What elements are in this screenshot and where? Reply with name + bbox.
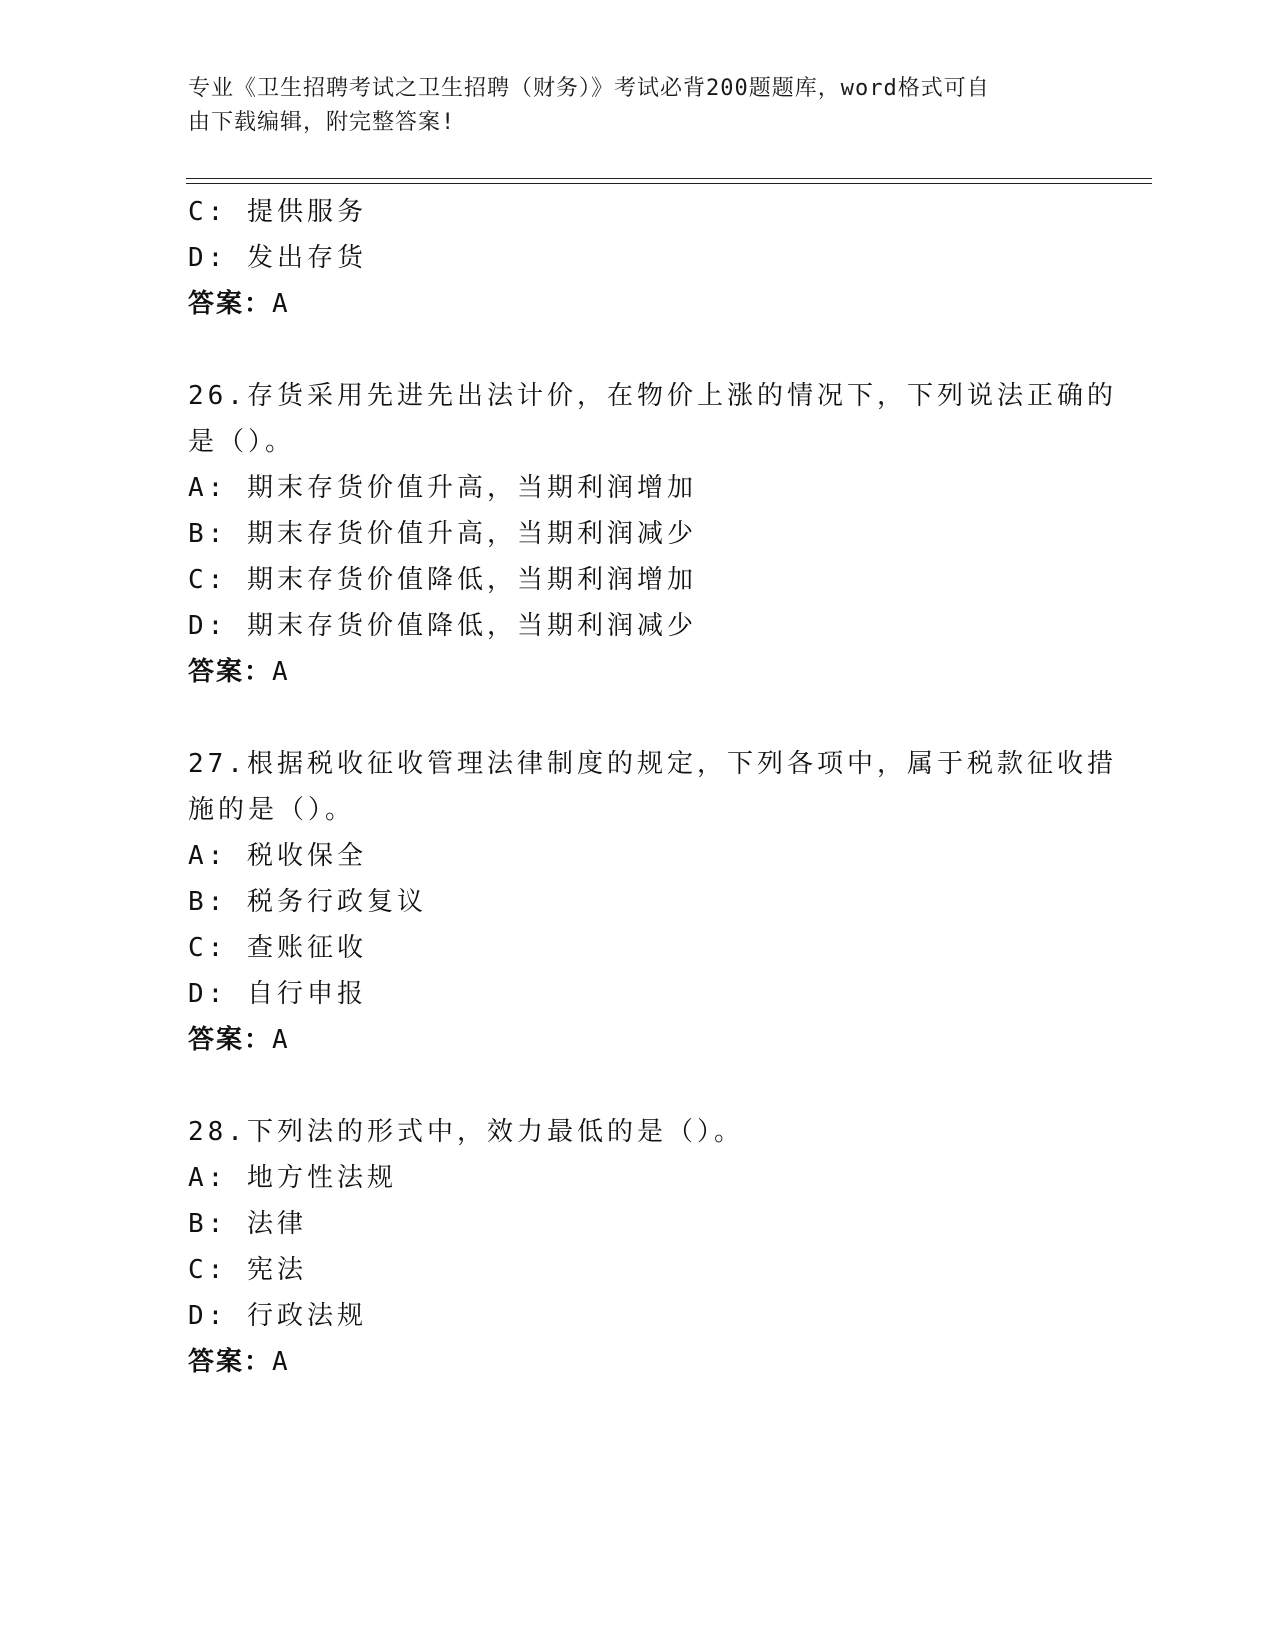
question-stem-line-2: 是（）。 — [188, 427, 296, 457]
question-stem-line-1: 26.存货采用先进先出法计价，在物价上涨的情况下，下列说法正确的 — [188, 381, 1117, 411]
option-text: 期末存货价值降低，当期利润减少 — [246, 611, 697, 641]
spacer — [188, 327, 1088, 373]
option-text: 宪法 — [246, 1255, 307, 1285]
answer-line — [188, 649, 1088, 695]
answer-line — [188, 1017, 1088, 1063]
answer-label: 答案： — [188, 657, 273, 687]
question-stem-line-2: 施的是（）。 — [188, 795, 356, 825]
option-letter: C: — [188, 197, 228, 227]
option-text: 税收保全 — [246, 841, 367, 871]
option-letter: D: — [188, 979, 228, 1009]
option-letter: A: — [188, 473, 228, 503]
answer-value: A — [272, 289, 290, 319]
answer-value: A — [272, 1347, 290, 1377]
option-letter: C: — [188, 1255, 228, 1285]
question-stem-line-1: 27.根据税收征收管理法律制度的规定，下列各项中，属于税款征收措 — [188, 749, 1117, 779]
option-a — [188, 833, 1088, 879]
answer-value: A — [272, 1025, 290, 1055]
option-b — [188, 511, 1088, 557]
option-text: 发出存货 — [246, 243, 367, 273]
option-letter: B: — [188, 887, 228, 917]
option-text: 提供服务 — [246, 197, 367, 227]
option-letter: C: — [188, 933, 228, 963]
option-text: 税务行政复议 — [246, 887, 427, 917]
option-letter: A: — [188, 841, 228, 871]
answer-line — [188, 281, 1088, 327]
option-c — [188, 925, 1088, 971]
question-stem-line-1: 28.下列法的形式中，效力最低的是（）。 — [188, 1117, 744, 1147]
option-text: 法律 — [246, 1209, 307, 1239]
header-line-1: 专业《卫生招聘考试之卫生招聘（财务）》考试必背200题题库，word格式可自 — [188, 76, 990, 101]
option-letter: B: — [188, 1209, 228, 1239]
spacer — [188, 695, 1088, 741]
option-c — [188, 557, 1088, 603]
question-continued — [188, 189, 1088, 327]
option-letter: B: — [188, 519, 228, 549]
answer-value: A — [272, 657, 290, 687]
option-text: 行政法规 — [246, 1301, 367, 1331]
question-28 — [188, 1109, 1088, 1385]
option-text: 自行申报 — [246, 979, 367, 1009]
answer-label: 答案： — [188, 1347, 273, 1377]
header-line-2: 由下载编辑，附完整答案! — [188, 110, 456, 135]
document-header — [188, 72, 1068, 140]
option-a — [188, 1155, 1088, 1201]
answer-label: 答案： — [188, 1025, 273, 1055]
option-letter: A: — [188, 1163, 228, 1193]
option-d — [188, 971, 1088, 1017]
option-c — [188, 1247, 1088, 1293]
option-letter: C: — [188, 565, 228, 595]
header-rule-top — [186, 178, 1152, 179]
option-letter: D: — [188, 243, 228, 273]
option-letter: D: — [188, 611, 228, 641]
answer-label: 答案： — [188, 289, 273, 319]
option-b — [188, 1201, 1088, 1247]
answer-line — [188, 1339, 1088, 1385]
option-d — [188, 1293, 1088, 1339]
option-c — [188, 189, 1088, 235]
option-text: 期末存货价值降低，当期利润增加 — [246, 565, 697, 595]
option-d — [188, 235, 1088, 281]
header-rule-bottom — [186, 183, 1152, 184]
option-a — [188, 465, 1088, 511]
option-text: 地方性法规 — [246, 1163, 397, 1193]
option-d — [188, 603, 1088, 649]
question-27 — [188, 741, 1117, 1063]
option-letter: D: — [188, 1301, 228, 1331]
question-26 — [188, 373, 1117, 695]
option-text: 查账征收 — [246, 933, 367, 963]
question-content — [188, 189, 1117, 1385]
option-b — [188, 879, 1088, 925]
option-text: 期末存货价值升高，当期利润减少 — [246, 519, 697, 549]
option-text: 期末存货价值升高，当期利润增加 — [246, 473, 697, 503]
spacer — [188, 1063, 1088, 1109]
